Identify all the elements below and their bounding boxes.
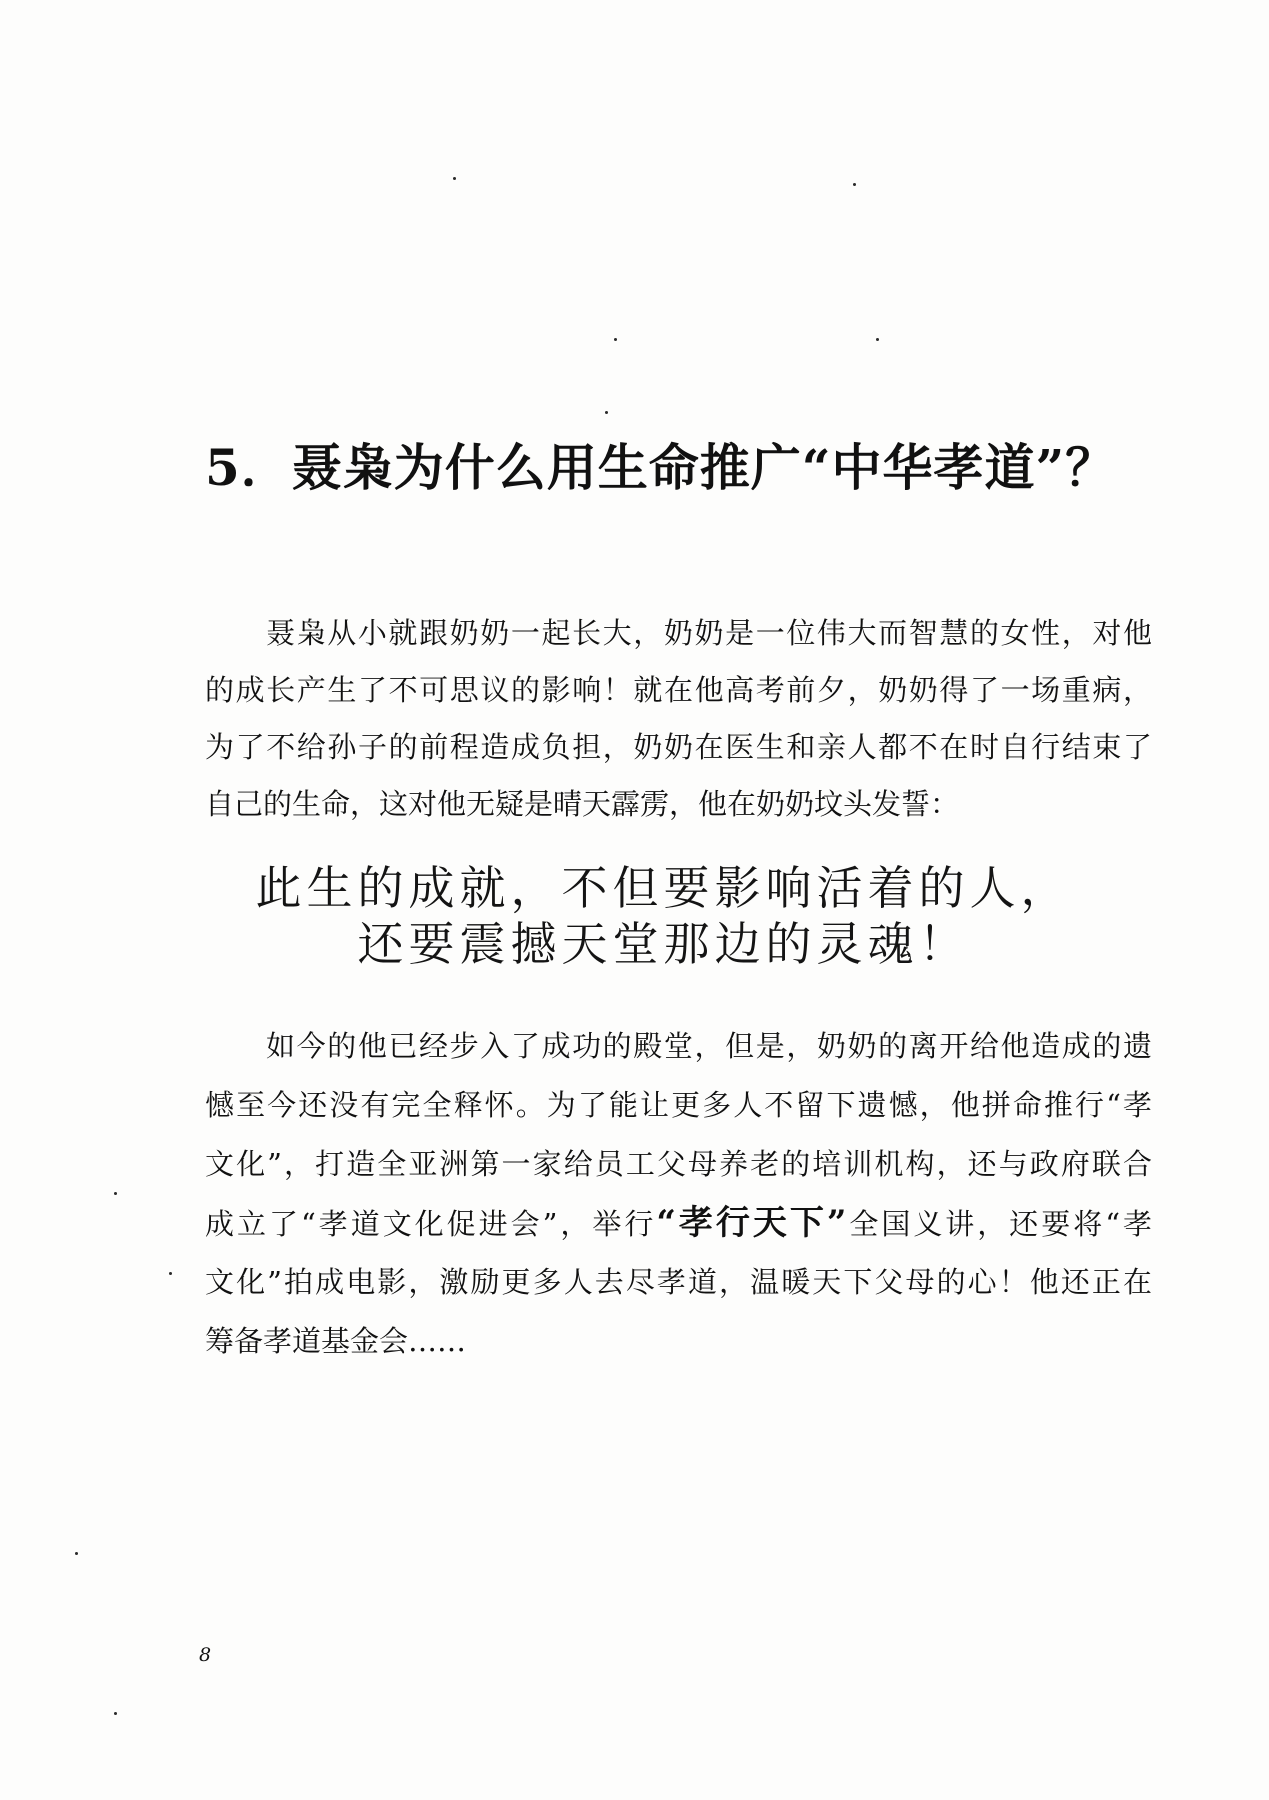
quote-line: 还要震撼天堂那边的灵魂！	[357, 917, 970, 971]
paragraph-line	[205, 1194, 1152, 1253]
scan-speck	[853, 183, 856, 186]
scan-speck	[605, 411, 608, 414]
scan-speck	[169, 1272, 172, 1275]
paragraph-line: 憾至今还没有完全释怀。为了能让更多人不留下遗憾，他拼命推行“孝	[205, 1088, 1152, 1122]
paragraph-2	[205, 1017, 1152, 1371]
paragraph-line: 的成长产生了不可思议的影响！就在他高考前夕，奶奶得了一场重病，	[205, 673, 1152, 707]
quote-line: 此生的成就，不但要影响活着的人，	[255, 861, 1072, 915]
scan-speck	[75, 1552, 78, 1555]
chapter-title: 5．聂枭为什么用生命推广“中华孝道”？	[205, 438, 1117, 497]
paragraph-line: 文化”，打造全亚洲第一家给员工父母养老的培训机构，还与政府联合	[205, 1147, 1152, 1181]
emphasis-text: “孝行天下”	[656, 1203, 847, 1243]
paragraph-line: 聂枭从小就跟奶奶一起长大，奶奶是一位伟大而智慧的女性，对他	[266, 616, 1152, 650]
scan-speck	[114, 1192, 117, 1195]
vow-quote	[190, 860, 1137, 972]
paragraph-line: 自己的生命，这对他无疑是晴天霹雳，他在奶奶坟头发誓：	[205, 787, 960, 821]
line-text: 成立了“孝道文化促进会”，举行	[205, 1207, 657, 1241]
paragraph-line: 如今的他已经步入了成功的殿堂，但是，奶奶的离开给他造成的遗	[266, 1029, 1152, 1063]
scan-speck	[114, 1712, 117, 1715]
paragraph-1	[205, 605, 1152, 833]
line-text: 全国义讲，还要将“孝	[846, 1207, 1152, 1241]
page-number: 8	[199, 1644, 212, 1666]
scan-speck	[876, 338, 879, 341]
paragraph-line: 为了不给孙子的前程造成负担，奶奶在医生和亲人都不在时自行结束了	[205, 730, 1152, 764]
paragraph-line: 筹备孝道基金会……	[205, 1324, 467, 1358]
scan-speck	[614, 338, 617, 341]
scan-speck	[453, 177, 456, 180]
paragraph-line: 文化”拍成电影，激励更多人去尽孝道，温暖天下父母的心！他还正在	[205, 1265, 1152, 1299]
